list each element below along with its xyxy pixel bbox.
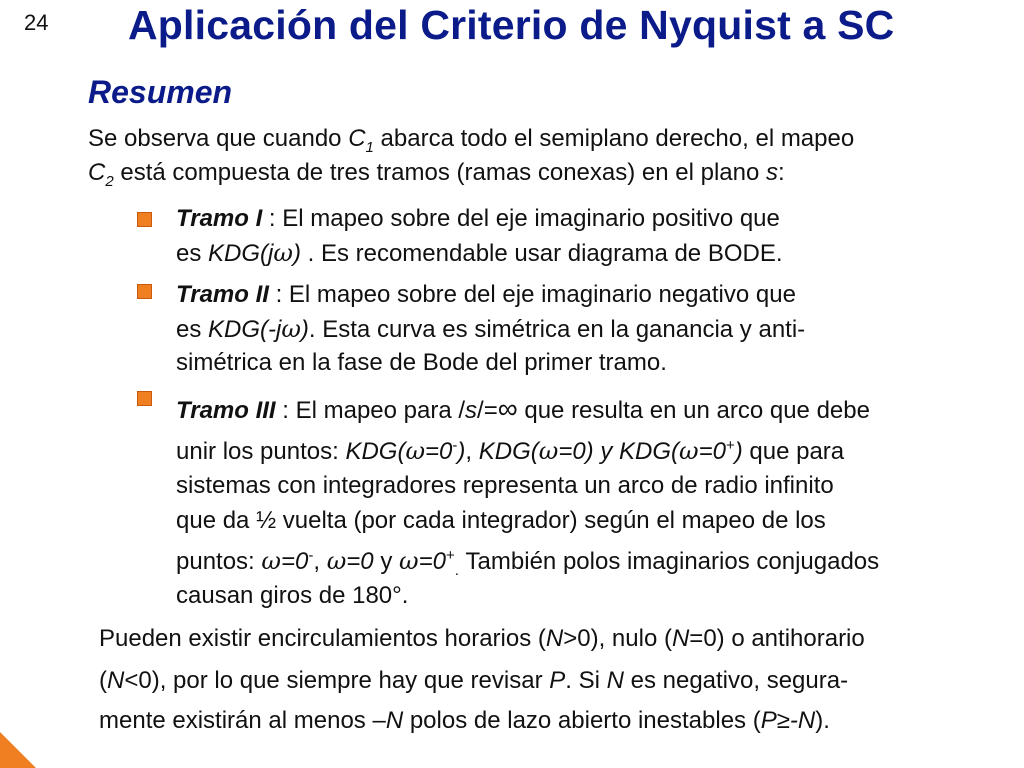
tramo3-line-4: que da ½ vuelta (por cada integrador) según el mapeo de los (176, 507, 826, 534)
bullet-tramo-3 (137, 391, 152, 406)
bullet-tramo-2 (137, 284, 152, 299)
tramo3-line-2: unir los puntos: KDG(ω=0-), KDG(ω=0) y KDG(ω=0+) que para (176, 437, 845, 465)
corner-decoration (0, 732, 36, 768)
tramo3-line-1: Tramo III : El mapeo para /s/=∞ que resulta en un arco que debe (176, 393, 870, 424)
closing-line-2: (N<0), por lo que siempre hay que revisar P. Si N es negativo, segura- (99, 667, 849, 694)
tramo2-line-3: simétrica en la fase de Bode del primer tramo. (176, 349, 667, 376)
closing-line-3: mente existirán al menos –N polos de lazo abierto inestables (P≥-N). (99, 707, 830, 734)
bullet-tramo-1 (137, 212, 152, 227)
slide-number: 24 (24, 10, 49, 35)
tramo3-line-3: sistemas con integradores representa un arco de radio infinito (176, 472, 834, 499)
infinity-symbol: ∞ (497, 393, 518, 424)
intro-line-1: Se observa que cuando $C_1$ abarca todo el semiplano derecho, el mapeo (88, 125, 855, 156)
tramo2-line-1: Tramo II : El mapeo sobre del eje imaginario negativo que (176, 281, 796, 308)
intro-line-2: $C_2$ está compuesta de tres tramos (ramas conexas) en el plano s: (88, 159, 785, 190)
slide-title: Aplicación del Criterio de Nyquist a SC (128, 2, 895, 48)
tramo2-line-2: es KDG(-jω). Esta curva es simétrica en la ganancia y anti- (176, 315, 806, 343)
tramo3-line-6: causan giros de 180°. (176, 582, 409, 609)
closing-line-1: Pueden existir encirculamientos horarios (N>0), nulo (N=0) o antihorario (99, 625, 865, 652)
tramo3-line-5: puntos: ω=0-, ω=0 y $\omega=0^+_.$ También polos imaginarios conjugados (176, 547, 880, 579)
tramo1-line-1: Tramo I : El mapeo sobre del eje imaginario positivo que (176, 205, 780, 232)
slide-subtitle: Resumen (88, 74, 233, 110)
tramo1-line-2: es KDG(jω) . Es recomendable usar diagrama de BODE. (176, 239, 783, 267)
